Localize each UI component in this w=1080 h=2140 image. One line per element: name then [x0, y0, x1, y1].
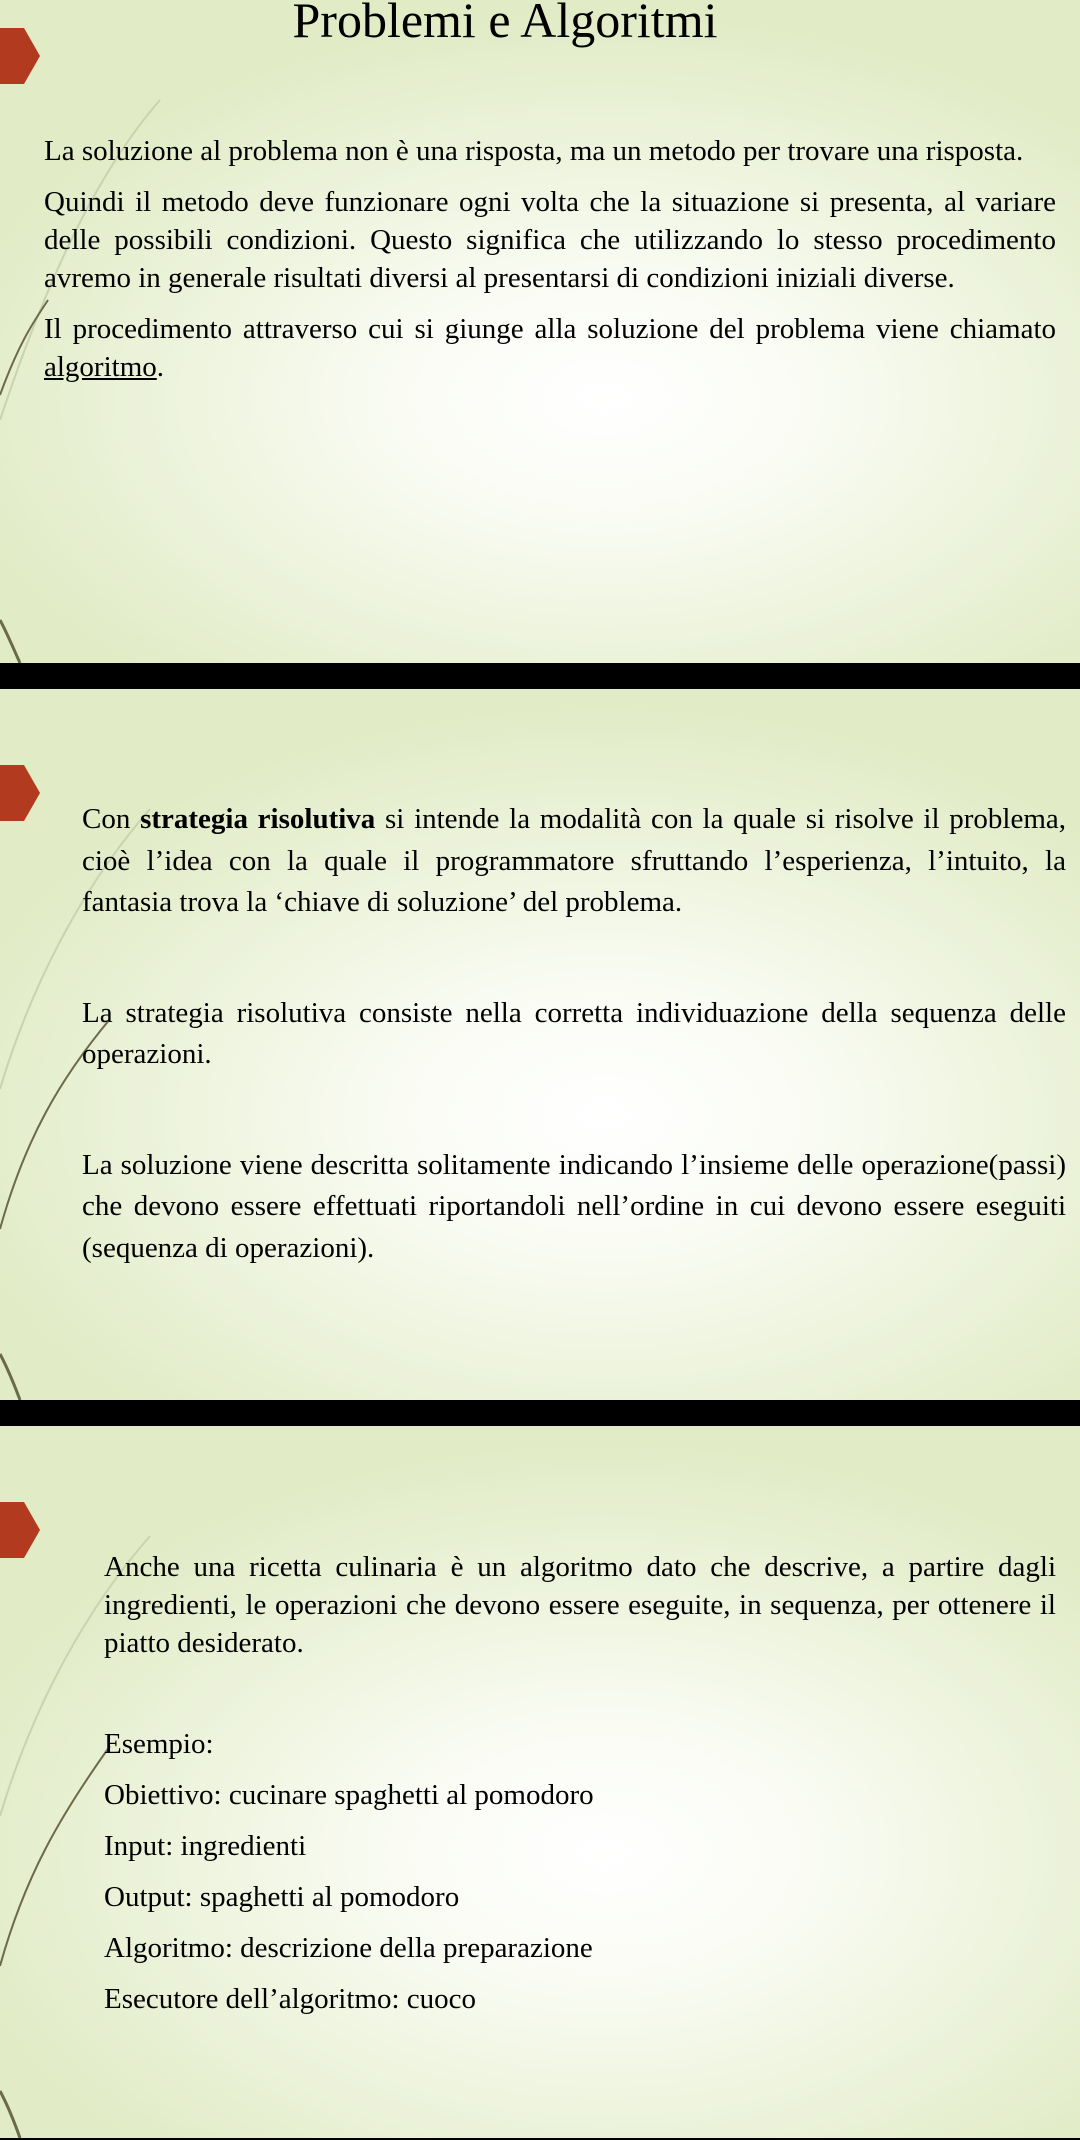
example-heading: Esempio: — [104, 1728, 214, 1760]
slide-2-body — [82, 799, 1066, 1269]
slide-marker-icon — [0, 1502, 40, 1558]
slide-1 — [0, 0, 1080, 663]
slide-marker-icon — [0, 765, 40, 821]
example-line: Output: spaghetti al pomodoro — [104, 1881, 460, 1913]
paragraph — [82, 799, 1066, 924]
paragraph-text: Con — [82, 803, 141, 835]
algoritmo-link[interactable]: algoritmo — [44, 351, 157, 383]
slide-1-body — [44, 132, 1056, 386]
example-line: Input: ingredienti — [104, 1830, 307, 1862]
slide-2 — [0, 689, 1080, 1400]
example-line: Obiettivo: cucinare spaghetti al pomodoro — [104, 1779, 594, 1811]
example-line: Esecutore dell’algoritmo: cuoco — [104, 1983, 477, 2015]
page-title: Problemi e Algoritmi — [292, 0, 718, 48]
paragraph — [44, 310, 1056, 386]
paragraph: Quindi il metodo deve funzionare ogni volta che la situazione si presenta, al variare delle possibili condizioni. Questo significa che utilizzando lo stesso procedimento avremo in generale risultati diversi al presentarsi di condizioni iniziali diverse. — [44, 186, 1056, 294]
emphasis-text: strategia risolutiva — [140, 803, 376, 835]
paragraph: La soluzione viene descritta solitamente indicando l’insieme delle operazione(passi) che devono essere effettuati riportandoli nell’ordine in cui devono essere eseguiti (sequenza di operazioni). — [82, 1148, 1066, 1264]
paragraph: Anche una ricetta culinaria è un algoritmo dato che descrive, a partire dagli ingredienti, le operazioni che devono essere eseguite, in sequenza, per ottenere il piatto desiderato. — [104, 1551, 1056, 1659]
example-line: Algoritmo: descrizione della preparazione — [104, 1932, 593, 1964]
paragraph-text: Il procedimento attraverso cui si giunge alla soluzione del problema viene chiamato — [44, 313, 1056, 345]
slide-3 — [0, 1426, 1080, 2138]
paragraph: La strategia risolutiva consiste nella corretta individuazione della sequenza delle operazioni. — [82, 996, 1066, 1070]
paragraph-text: . — [156, 351, 165, 383]
paragraph-text: si intende la modalità con la quale si risolve il problema, cioè l’idea con la quale il programmatore sfruttando l’esperienza, l’intuito, la fantasia trova la ‘chiave di soluzione’ del problema. — [82, 803, 1067, 918]
slide-3-body — [104, 1548, 1056, 2018]
paragraph: La soluzione al problema non è una risposta, ma un metodo per trovare una risposta. — [44, 135, 1024, 167]
